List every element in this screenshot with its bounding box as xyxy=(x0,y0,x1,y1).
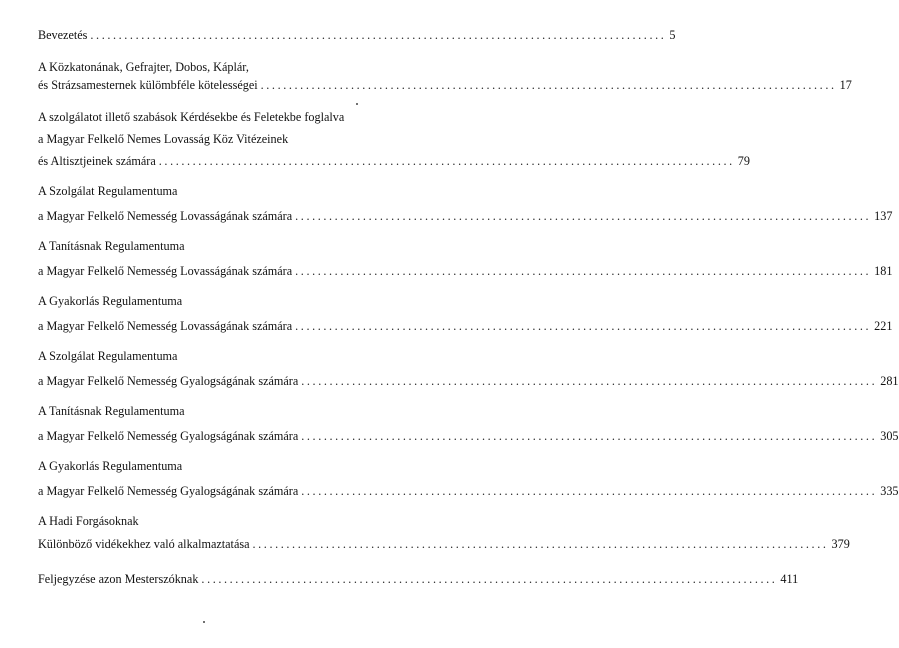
toc-entry-title-continued: a Magyar Felkelő Nemesség Gyalogságának számára xyxy=(38,374,299,388)
table-of-contents xyxy=(38,28,899,587)
toc-entry-title-continued: a Magyar Felkelő Nemesség Gyalogságának számára xyxy=(38,484,299,498)
toc-entry-line xyxy=(38,319,893,334)
toc-page-number: 137 xyxy=(874,209,893,223)
toc-entry-line xyxy=(38,264,893,279)
toc-entry-line xyxy=(38,28,676,43)
toc-entry-line xyxy=(38,78,852,93)
toc-entry-tanitas-gyalogsag xyxy=(38,404,899,444)
dot-leader: ...................................................................................................... xyxy=(295,319,872,333)
toc-entry-title: Feljegyzése azon Mesterszóknak xyxy=(38,572,199,586)
toc-entry-szolgalatot xyxy=(38,110,750,169)
toc-entry-line xyxy=(38,374,899,389)
toc-page-number: 411 xyxy=(780,572,799,586)
toc-entry-bevezetes xyxy=(38,28,676,43)
toc-entry-szolgalat-lovassag xyxy=(38,184,893,224)
toc-entry-line xyxy=(38,209,893,224)
toc-entry-title-continued: a Magyar Felkelő Nemesség Lovasságának számára xyxy=(38,319,293,333)
toc-page-number: 5 xyxy=(669,28,676,42)
toc-page-number: 221 xyxy=(874,319,893,333)
dot-leader: ...................................................................................................... xyxy=(260,78,837,92)
toc-entry-szolgalat-gyalogsag xyxy=(38,349,899,389)
toc-entry-title-continued: a Magyar Felkelő Nemesség Gyalogságának számára xyxy=(38,429,299,443)
toc-entry-title: A Tanításnak Regulamentuma xyxy=(38,404,185,418)
toc-entry-title: A Gyakorlás Regulamentuma xyxy=(38,459,183,473)
toc-page-number: 281 xyxy=(880,374,899,388)
toc-entry-line xyxy=(38,572,799,587)
toc-page-number: 17 xyxy=(839,78,852,92)
toc-entry-gyakorlas-lovassag xyxy=(38,294,893,334)
toc-entry-line xyxy=(38,429,899,444)
toc-entry-title: Bevezetés xyxy=(38,28,88,42)
toc-entry-line xyxy=(38,484,899,499)
dot-leader: ...................................................................................................... xyxy=(295,264,872,278)
toc-page-number: 335 xyxy=(880,484,899,498)
dot-leader: ...................................................................................................... xyxy=(252,537,829,551)
dot-leader: ...................................................................................................... xyxy=(301,484,878,498)
toc-entry-title-continued: a Magyar Felkelő Nemesség Lovasságának számára xyxy=(38,264,293,278)
toc-entry-title-continued: a Magyar Felkelő Nemes Lovasság Köz Vitézeinek xyxy=(38,132,289,146)
dot-leader: ...................................................................................................... xyxy=(301,374,878,388)
toc-entry-title-continued: a Magyar Felkelő Nemesség Lovasságának számára xyxy=(38,209,293,223)
toc-entry-line xyxy=(38,537,850,552)
dot-leader: ...................................................................................................... xyxy=(295,209,872,223)
dot-leader: ...................................................................................................... xyxy=(90,28,667,42)
toc-entry-title: A Gyakorlás Regulamentuma xyxy=(38,294,183,308)
toc-entry-gyakorlas-gyalogsag xyxy=(38,459,899,499)
toc-page-number: 79 xyxy=(737,154,750,168)
toc-entry-title: A Szolgálat Regulamentuma xyxy=(38,184,178,198)
toc-entry-line xyxy=(38,154,750,169)
toc-entry-hadi-forgasok xyxy=(38,514,850,552)
toc-entry-title: A Szolgálat Regulamentuma xyxy=(38,349,178,363)
toc-page-number: 379 xyxy=(831,537,850,551)
toc-entry-title: A Hadi Forgásoknak xyxy=(38,514,139,528)
scan-speck xyxy=(356,103,358,105)
toc-entry-title-continued: és Strázsamesternek külömbféle kötelességei xyxy=(38,78,258,92)
toc-entry-title: A szolgálatot illető szabások Kérdésekbe és Feletekbe foglalva xyxy=(38,110,345,124)
toc-page-number: 181 xyxy=(874,264,893,278)
scan-speck xyxy=(203,621,205,623)
dot-leader: ...................................................................................................... xyxy=(158,154,735,168)
dot-leader: ...................................................................................................... xyxy=(201,572,778,586)
dot-leader: ...................................................................................................... xyxy=(301,429,878,443)
toc-entry-title: A Tanításnak Regulamentuma xyxy=(38,239,185,253)
toc-entry-title-continued: Különböző vidékekhez való alkalmaztatása xyxy=(38,537,250,551)
toc-page-number: 305 xyxy=(880,429,899,443)
toc-entry-kozkatona xyxy=(38,60,852,93)
toc-entry-mesterszok xyxy=(38,572,799,587)
toc-entry-tanitas-lovassag xyxy=(38,239,893,279)
toc-entry-title-continued: és Altisztjeinek számára xyxy=(38,154,156,168)
toc-entry-title: A Közkatonának, Gefrajter, Dobos, Káplár, xyxy=(38,60,249,74)
